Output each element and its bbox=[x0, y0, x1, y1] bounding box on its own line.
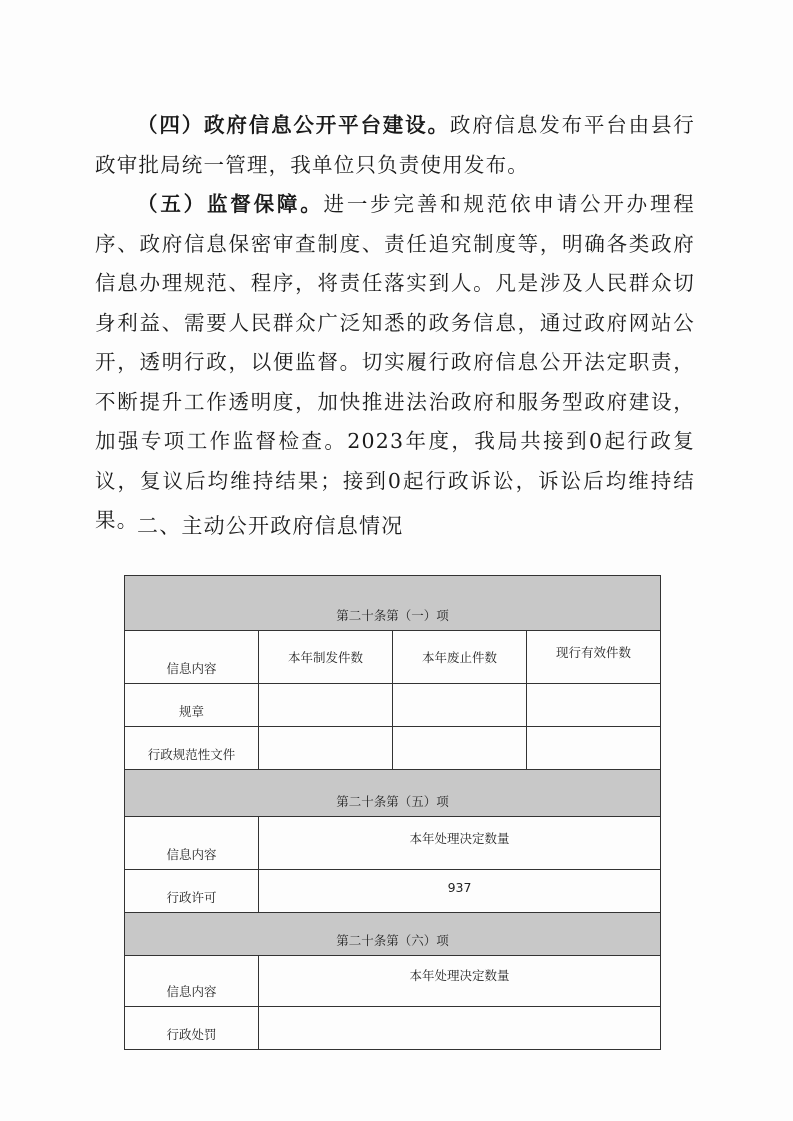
table-row bbox=[125, 631, 661, 684]
cell-docs-abolished bbox=[393, 727, 527, 770]
table-row bbox=[125, 1007, 661, 1050]
cell-rules-issued bbox=[259, 684, 393, 727]
column-header-content: 信息内容 bbox=[125, 631, 259, 684]
cell-rules-valid bbox=[527, 684, 661, 727]
row-label-rules: 规章 bbox=[125, 684, 259, 727]
column-header-issued: 本年制发件数 bbox=[259, 631, 393, 684]
section6-count-header: 本年处理决定数量 bbox=[259, 956, 661, 1007]
table-row bbox=[125, 817, 661, 870]
disclosure-table bbox=[124, 575, 661, 1050]
cell-penalty-count bbox=[259, 1007, 661, 1050]
cell-rules-abolished bbox=[393, 684, 527, 727]
table-row bbox=[125, 956, 661, 1007]
column-header-abolished: 本年废止件数 bbox=[393, 631, 527, 684]
cell-docs-valid bbox=[527, 727, 661, 770]
section-band-1: 第二十条第（一）项 bbox=[125, 576, 661, 631]
column-header-valid: 现行有效件数 bbox=[527, 631, 661, 684]
cell-licensing-count: 937 bbox=[259, 870, 661, 913]
paragraph-supervision bbox=[95, 185, 695, 541]
table-row bbox=[125, 913, 661, 956]
section5-content-label: 信息内容 bbox=[125, 817, 259, 870]
paragraph-platform bbox=[95, 106, 695, 185]
section-heading: 二、主动公开政府信息情况 bbox=[137, 514, 404, 538]
table-row bbox=[125, 727, 661, 770]
section-band-6: 第二十条第（六）项 bbox=[125, 913, 661, 956]
table-row bbox=[125, 770, 661, 817]
row-label-normative-docs: 行政规范性文件 bbox=[125, 727, 259, 770]
paragraph-supervision-lead: （五）监督保障。 bbox=[137, 192, 324, 216]
table-row bbox=[125, 684, 661, 727]
paragraph-supervision-body: 进一步完善和规范依申请公开办理程序、政府信息保密审查制度、责任追究制度等，明确各类政府信息办理规范、程序，将责任落实到人。凡是涉及人民群众切身利益、需要人民群众广泛知悉的政务信息，通过政府网站公开，透明行政，以便监督。切实履行政府信息公开法定职责，不断提升工作透明度，加快推进法治政府和服务型政府建设，加强专项工作监督检查。2023年度，我局共接到0起行政复议，复议后均维持结果；接到0起行政诉讼，诉讼后均维持结果。 bbox=[95, 192, 695, 532]
table-row bbox=[125, 870, 661, 913]
section5-count-header: 本年处理决定数量 bbox=[259, 817, 661, 870]
section-band-5: 第二十条第（五）项 bbox=[125, 770, 661, 817]
paragraph-platform-body: 政府信息发布平台由县行政审批局统一管理，我单位只负责使用发布。 bbox=[95, 113, 695, 177]
cell-docs-issued bbox=[259, 727, 393, 770]
table-row bbox=[125, 576, 661, 631]
section6-content-label: 信息内容 bbox=[125, 956, 259, 1007]
row-label-licensing: 行政许可 bbox=[125, 870, 259, 913]
paragraph-platform-lead: （四）政府信息公开平台建设。 bbox=[137, 113, 450, 137]
row-label-penalty: 行政处罚 bbox=[125, 1007, 259, 1050]
